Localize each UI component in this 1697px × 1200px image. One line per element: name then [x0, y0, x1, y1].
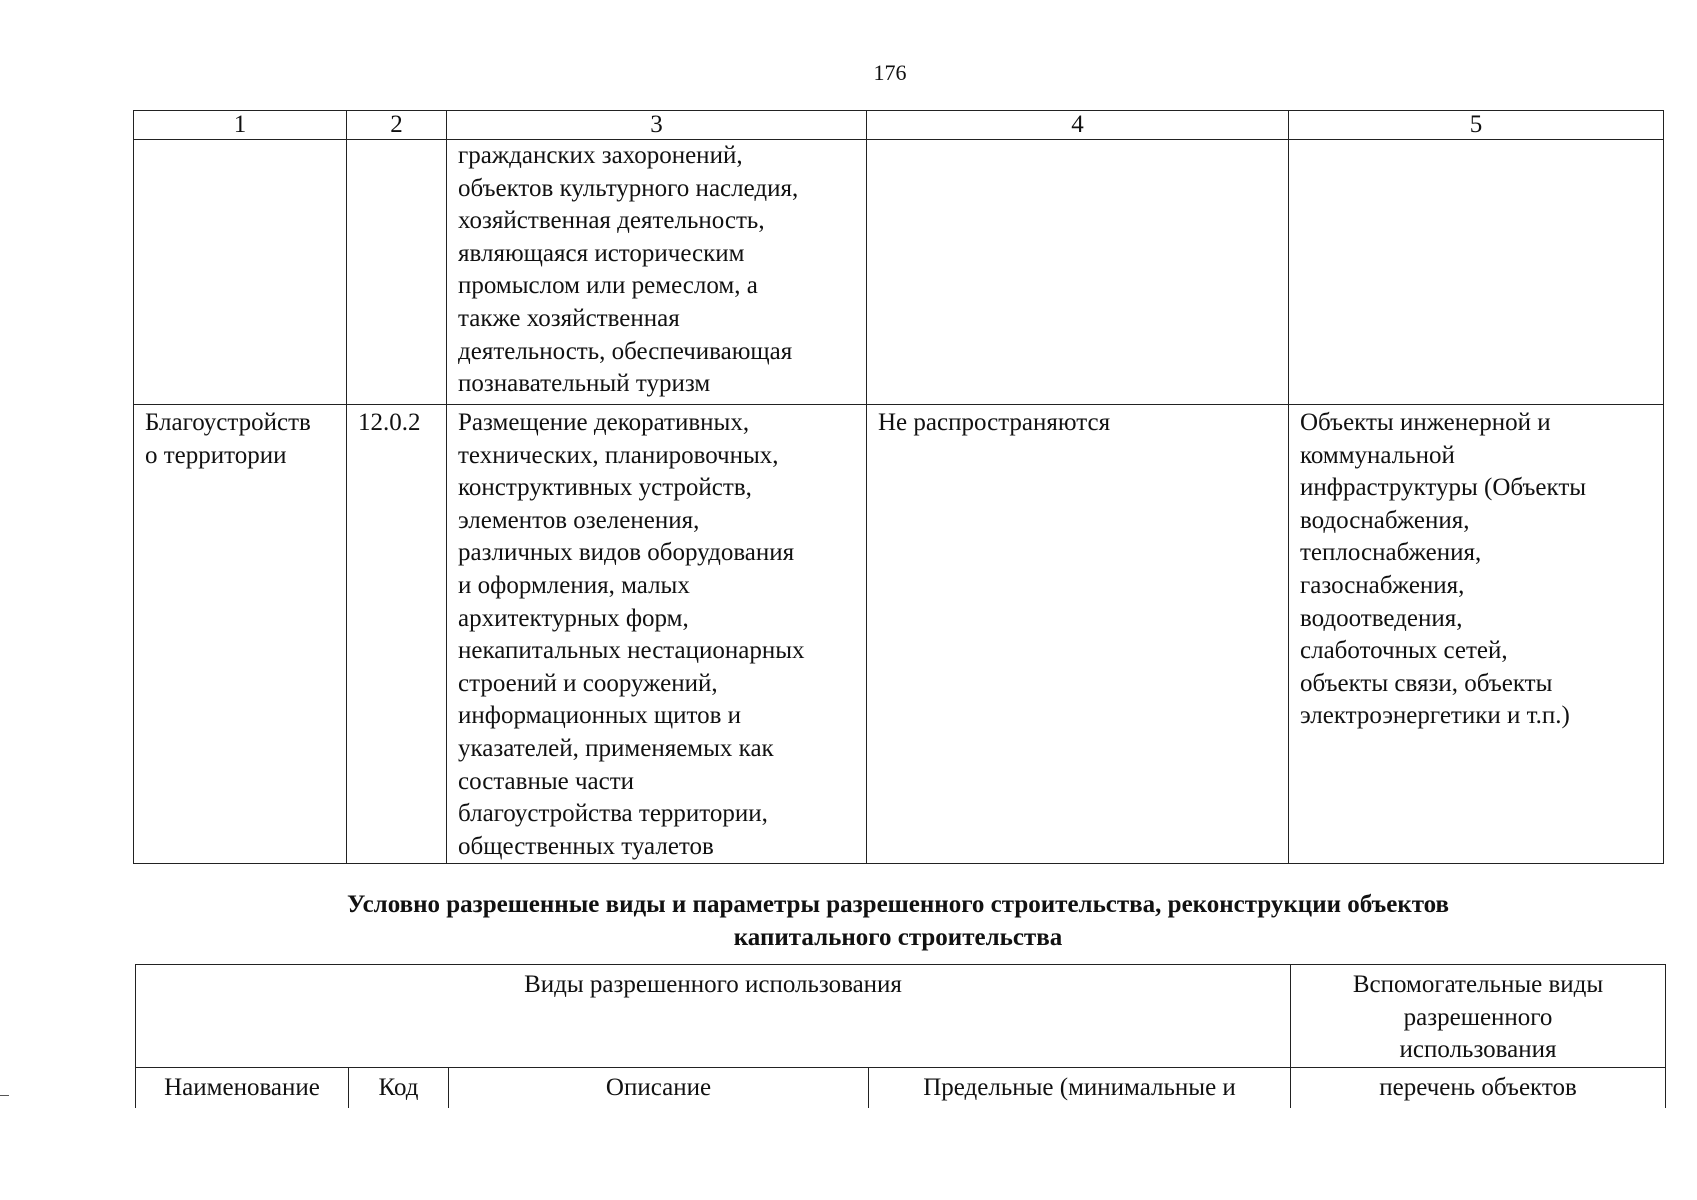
column-number-1: 1: [134, 111, 347, 140]
column-number-4: 4: [867, 111, 1289, 140]
row-description: Размещение декоративных, технических, планировочных, конструктивных устройств, элементов озеленения, различных видов оборудования и оформления, малых архитектурных форм, некапитальных нестационарных строений и сооружений, информационных щитов и указателей, применяемых как составные части благоустройства территории, общественных туалетов: [447, 405, 867, 864]
margin-mark: [0, 1095, 9, 1096]
column-number-5: 5: [1289, 111, 1664, 140]
column-number-3: 3: [447, 111, 867, 140]
table-row: [134, 405, 1664, 864]
conditional-use-table: [135, 964, 1666, 1108]
subheader-objects-list: перечень объектов: [1291, 1068, 1666, 1109]
row-code: 12.0.2: [347, 405, 447, 864]
land-use-table: [133, 110, 1664, 864]
column-number-2: 2: [347, 111, 447, 140]
row-auxiliary: Объекты инженерной и коммунальной инфраструктуры (Объекты водоснабжения, теплоснабжения, газоснабжения, водоотведения, слаботочных сетей, объекты связи, объекты электроэнергетики и т.п.): [1289, 405, 1664, 864]
page-number: 176: [873, 60, 907, 85]
table-subheader-row: [136, 1068, 1666, 1109]
header-permitted-uses: Виды разрешенного использования: [136, 965, 1291, 1068]
section-title: Условно разрешенные виды и параметры разрешенного строительства, реконструкции объектов капитального строительства: [346, 891, 1450, 951]
row-name: [134, 140, 347, 405]
table-header-row: [136, 965, 1666, 1068]
header-auxiliary-uses: Вспомогательные виды разрешенного использования: [1291, 965, 1666, 1068]
subheader-limits: Предельные (минимальные и: [869, 1068, 1291, 1109]
row-limits: [867, 140, 1289, 405]
table-header-row: [134, 111, 1664, 140]
row-name: Благоустройств о территории: [134, 405, 347, 864]
subheader-name: Наименование: [136, 1068, 349, 1109]
subheader-description: Описание: [449, 1068, 869, 1109]
row-auxiliary: [1289, 140, 1664, 405]
row-code: [347, 140, 447, 405]
row-description: гражданских захоронений, объектов культурного наследия, хозяйственная деятельность, являющаяся историческим промыслом или ремеслом, а также хозяйственная деятельность, обеспечивающая познавательный туризм: [447, 140, 867, 405]
table-row: [134, 140, 1664, 405]
subheader-code: Код: [349, 1068, 449, 1109]
row-limits: Не распространяются: [867, 405, 1289, 864]
